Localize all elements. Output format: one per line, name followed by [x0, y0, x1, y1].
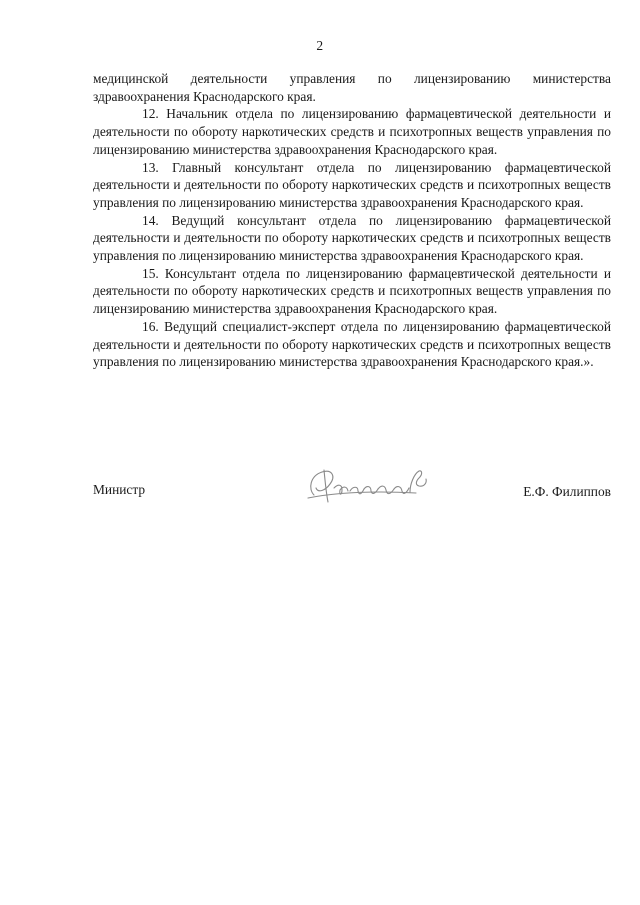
paragraph-item-16: 16. Ведущий специалист-эксперт отдела по лицензированию фармацевтической деятельности и деятельности по обороту наркотических средств и психотропных веществ управления по лицензированию министерства здравоохранения Краснодарского края.». — [93, 318, 611, 370]
paragraph-item-12: 12. Начальник отдела по лицензированию фармацевтической деятельности и деятельности по обороту наркотических средств и психотропных веществ управления по лицензированию министерства здравоохранения Краснодарского края. — [93, 106, 611, 157]
signatory-title: Министр — [93, 482, 146, 497]
signatory-name: Е.Ф. Филиппов — [523, 484, 611, 499]
paragraph-item-13: 13. Главный консультант отдела по лицензированию фармацевтической деятельности и деятельности по обороту наркотических средств и психотропных веществ управления по лицензированию министерства здравоохранения Краснодарского края. — [93, 159, 611, 210]
handwritten-signature — [298, 462, 448, 508]
signature-block — [93, 476, 611, 516]
document-body — [93, 70, 611, 371]
paragraph-continuation: медицинской деятельности управления по лицензированию министерства здравоохранения Краснодарского края. — [93, 71, 611, 104]
paragraph-item-14: 14. Ведущий консультант отдела по лицензированию фармацевтической деятельности и деятельности по обороту наркотических средств и психотропных веществ управления по лицензированию министерства здравоохранения Краснодарского края. — [93, 212, 611, 264]
page-number: 2 — [316, 38, 324, 53]
paragraph-item-15: 15. Консультант отдела по лицензированию фармацевтической деятельности и деятельности по обороту наркотических средств и психотропных веществ управления по лицензированию министерства здравоохранения Краснодарского края. — [93, 265, 611, 317]
